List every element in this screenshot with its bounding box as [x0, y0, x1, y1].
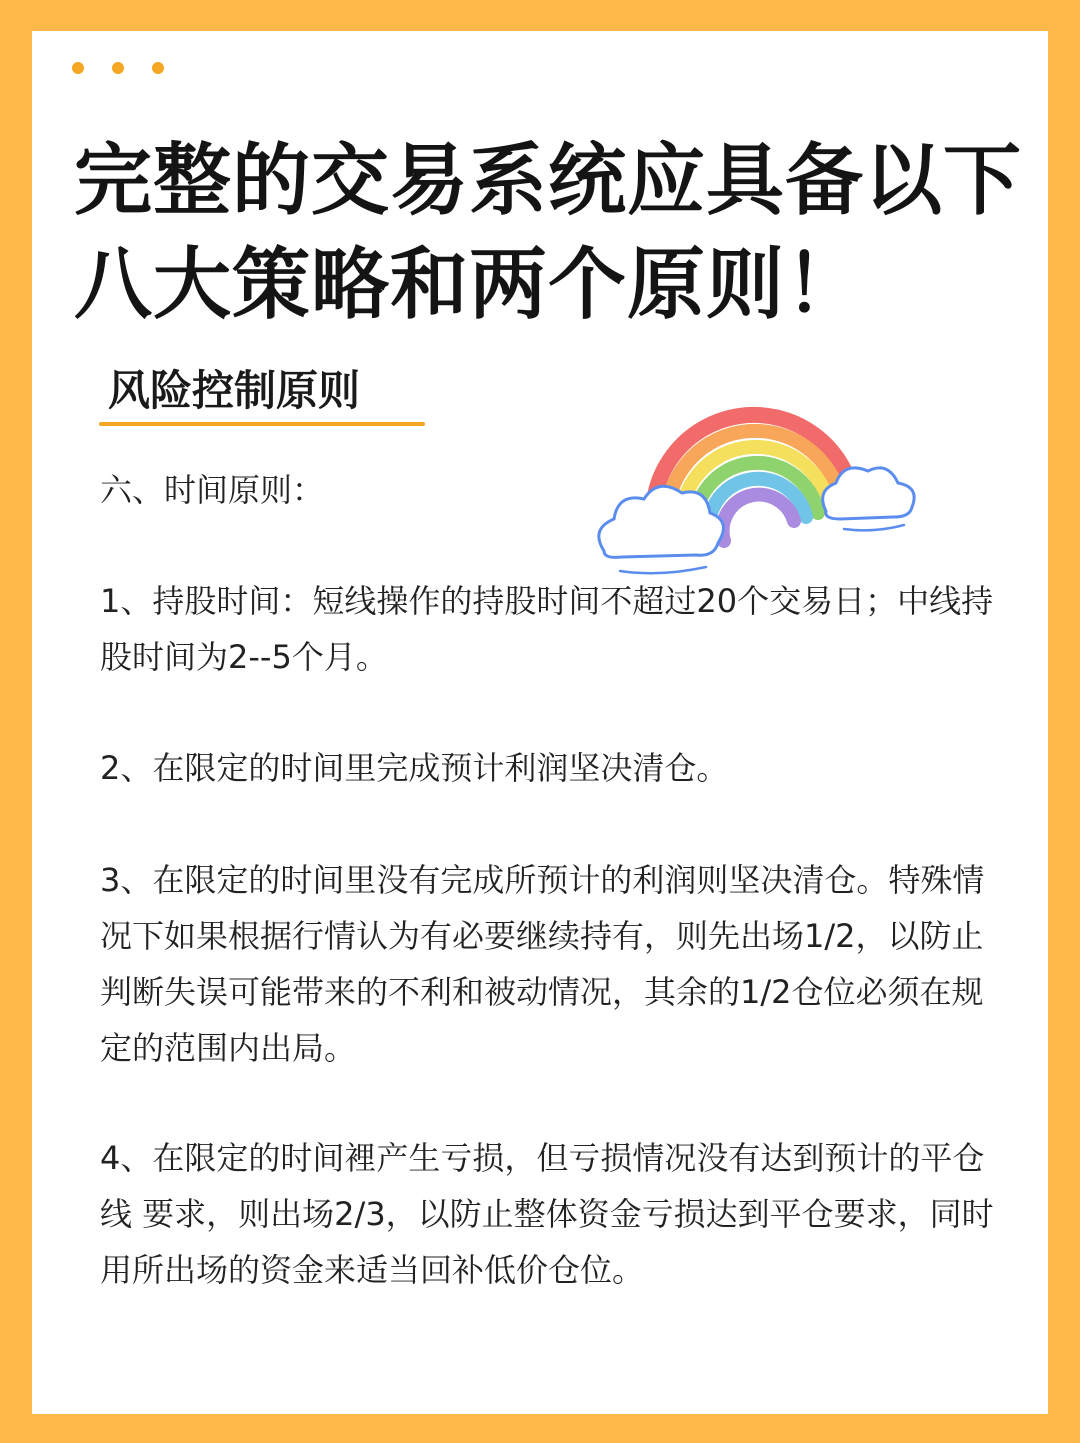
- paragraph-1: 1、持股时间：短线操作的持股时间不超过20个交易日；中线持股时间为2--5个月。: [100, 582, 994, 676]
- dots-decoration-icon: [72, 62, 164, 74]
- section-heading: 风险控制原则: [108, 366, 361, 415]
- dot-icon: [72, 62, 84, 74]
- subheading: 六、时间原则：: [100, 471, 325, 509]
- content-card: [32, 31, 1048, 1414]
- paragraph-4: 4、在限定的时间裡产生亏损，但亏损情况没有达到预计的平仓线 要求，则出场2/3，以防止整体资金亏损达到平仓要求，同时用所出场的资金来适当回补低价仓位。: [100, 1139, 994, 1289]
- page-title: 完整的交易系统应具备以下八大策略和两个原则！: [74, 136, 1023, 330]
- paragraph-3: 3、在限定的时间里没有完成所预计的利润则坚决清仓。特殊情况下如果根据行情认为有必要继续持有，则先出场1/2，以防止判断失误可能带来的不利和被动情况，其余的1/2仓位必须在规定的范围内出局。: [100, 861, 985, 1067]
- dot-icon: [152, 62, 164, 74]
- heading-underline: [99, 422, 425, 426]
- dot-icon: [112, 62, 124, 74]
- paragraph-2: 2、在限定的时间里完成预计利润坚决清仓。: [100, 749, 729, 787]
